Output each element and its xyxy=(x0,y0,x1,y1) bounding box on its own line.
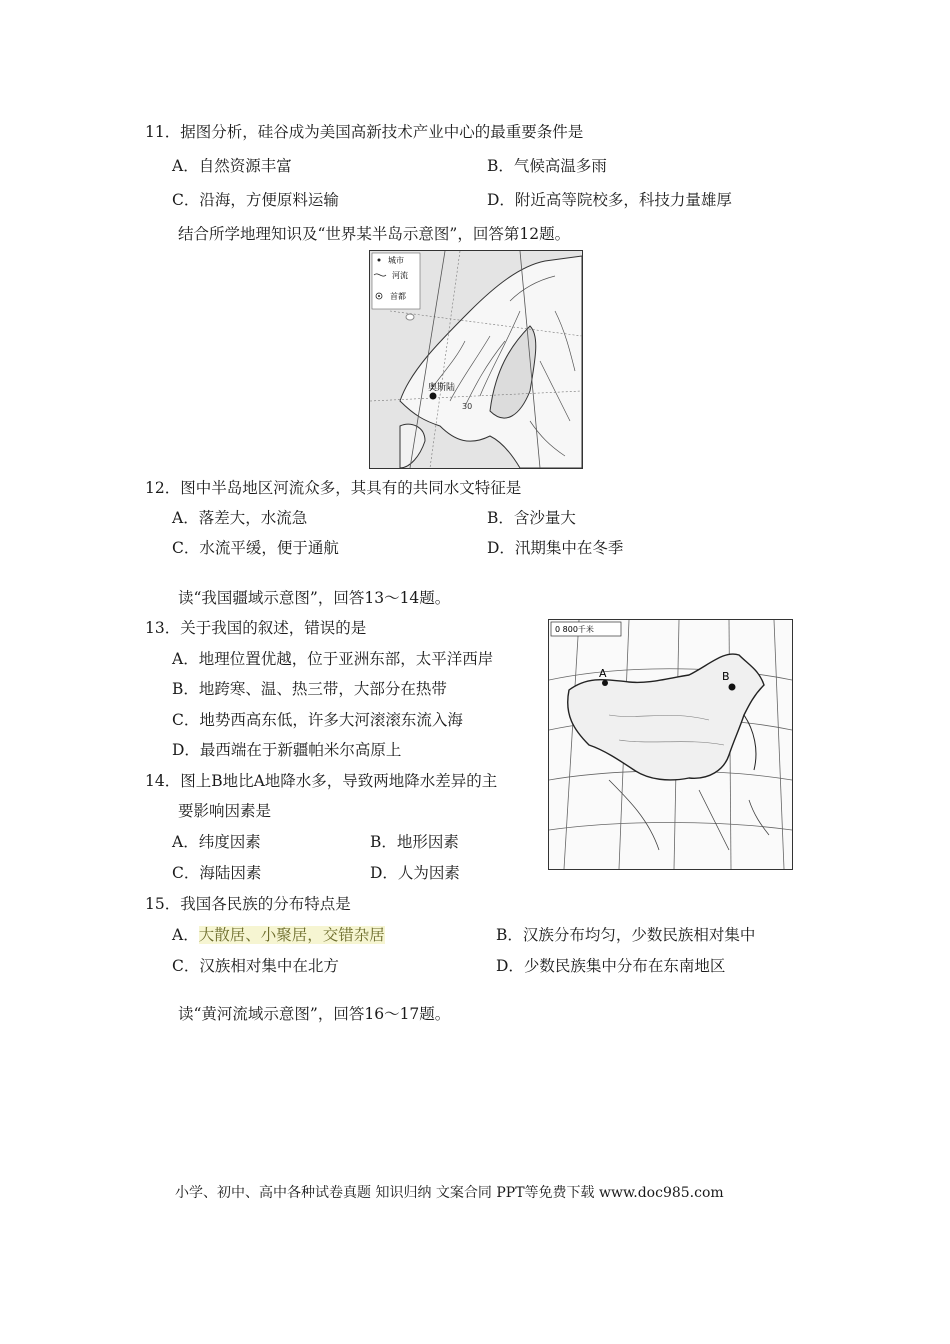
q15-option-a-text: 大散居、小聚居，交错杂居 xyxy=(198,926,385,944)
q11-option-b: B．气候高温多雨 xyxy=(487,157,607,175)
map2-scale: 0 800千米 xyxy=(555,625,594,634)
oslo-marker-icon xyxy=(430,393,437,400)
legend-river: 河流 xyxy=(392,271,408,280)
q12-option-c: C．水流平缓，便于通航 xyxy=(172,539,339,557)
q11-option-d: D．附近高等院校多，科技力量雄厚 xyxy=(487,191,732,209)
map1-number-label: 30 xyxy=(462,402,473,411)
intro-q16-17: 读“黄河流域示意图”，回答16～17题。 xyxy=(178,1005,451,1023)
q13-option-a: A．地理位置优越，位于亚洲东部，太平洋西岸 xyxy=(172,650,494,668)
q13-option-d: D．最西端在于新疆帕米尔高原上 xyxy=(172,741,402,759)
q12-option-a: A．落差大，水流急 xyxy=(172,509,308,527)
intro-q13-14: 读“我国疆域示意图”，回答13～14题。 xyxy=(178,589,451,607)
point-a-marker-icon xyxy=(602,680,608,686)
page-footer: 小学、初中、高中各种试卷真题 知识归纳 文案合同 PPT等免费下载 www.doc985.com xyxy=(175,1185,724,1201)
q14-option-a: A．纬度因素 xyxy=(172,833,261,851)
q12-option-d: D．汛期集中在冬季 xyxy=(487,539,624,557)
q12-option-b: B．含沙量大 xyxy=(487,509,576,527)
q13-option-c: C．地势西高东低，许多大河滚滚东流入海 xyxy=(172,711,463,729)
q15-option-a xyxy=(172,925,385,945)
q11-option-a: A．自然资源丰富 xyxy=(172,157,292,175)
peninsula-map-drawing xyxy=(370,251,582,468)
question-14-stem-cont: 要影响因素是 xyxy=(178,802,272,820)
legend-city: 城市 xyxy=(388,256,404,265)
q13-option-b: B．地跨寒、温、热三带，大部分在热带 xyxy=(172,680,447,698)
china-map-drawing xyxy=(549,620,792,869)
q14-option-b: B．地形因素 xyxy=(370,833,459,851)
china-territory-map xyxy=(548,619,793,870)
q11-option-c: C．沿海，方便原料运输 xyxy=(172,191,339,209)
point-b-label: B xyxy=(722,670,730,683)
q15-option-d: D．少数民族集中分布在东南地区 xyxy=(496,957,726,975)
question-13-stem: 13．关于我国的叙述，错误的是 xyxy=(145,619,367,637)
q15-option-a-prefix: A． xyxy=(172,926,199,944)
q15-option-b: B．汉族分布均匀，少数民族相对集中 xyxy=(496,926,756,944)
point-a-label: A xyxy=(599,667,607,680)
q14-option-d: D．人为因素 xyxy=(370,864,460,882)
legend-capital: 首都 xyxy=(390,292,406,301)
intro-q12: 结合所学地理知识及“世界某半岛示意图”，回答第12题。 xyxy=(178,225,571,243)
question-14-stem: 14．图上B地比A地降水多，导致两地降水差异的主 xyxy=(145,772,498,790)
question-15-stem: 15．我国各民族的分布特点是 xyxy=(145,895,351,913)
q14-option-c: C．海陆因素 xyxy=(172,864,262,882)
peninsula-map xyxy=(369,250,583,469)
city-label-oslo: 奥斯陆 xyxy=(428,383,456,393)
point-b-marker-icon xyxy=(729,684,736,691)
q15-option-c: C．汉族相对集中在北方 xyxy=(172,957,339,975)
question-11-stem: 11．据图分析，硅谷成为美国高新技术产业中心的最重要条件是 xyxy=(145,123,584,141)
question-12-stem: 12．图中半岛地区河流众多，其具有的共同水文特征是 xyxy=(145,479,522,497)
